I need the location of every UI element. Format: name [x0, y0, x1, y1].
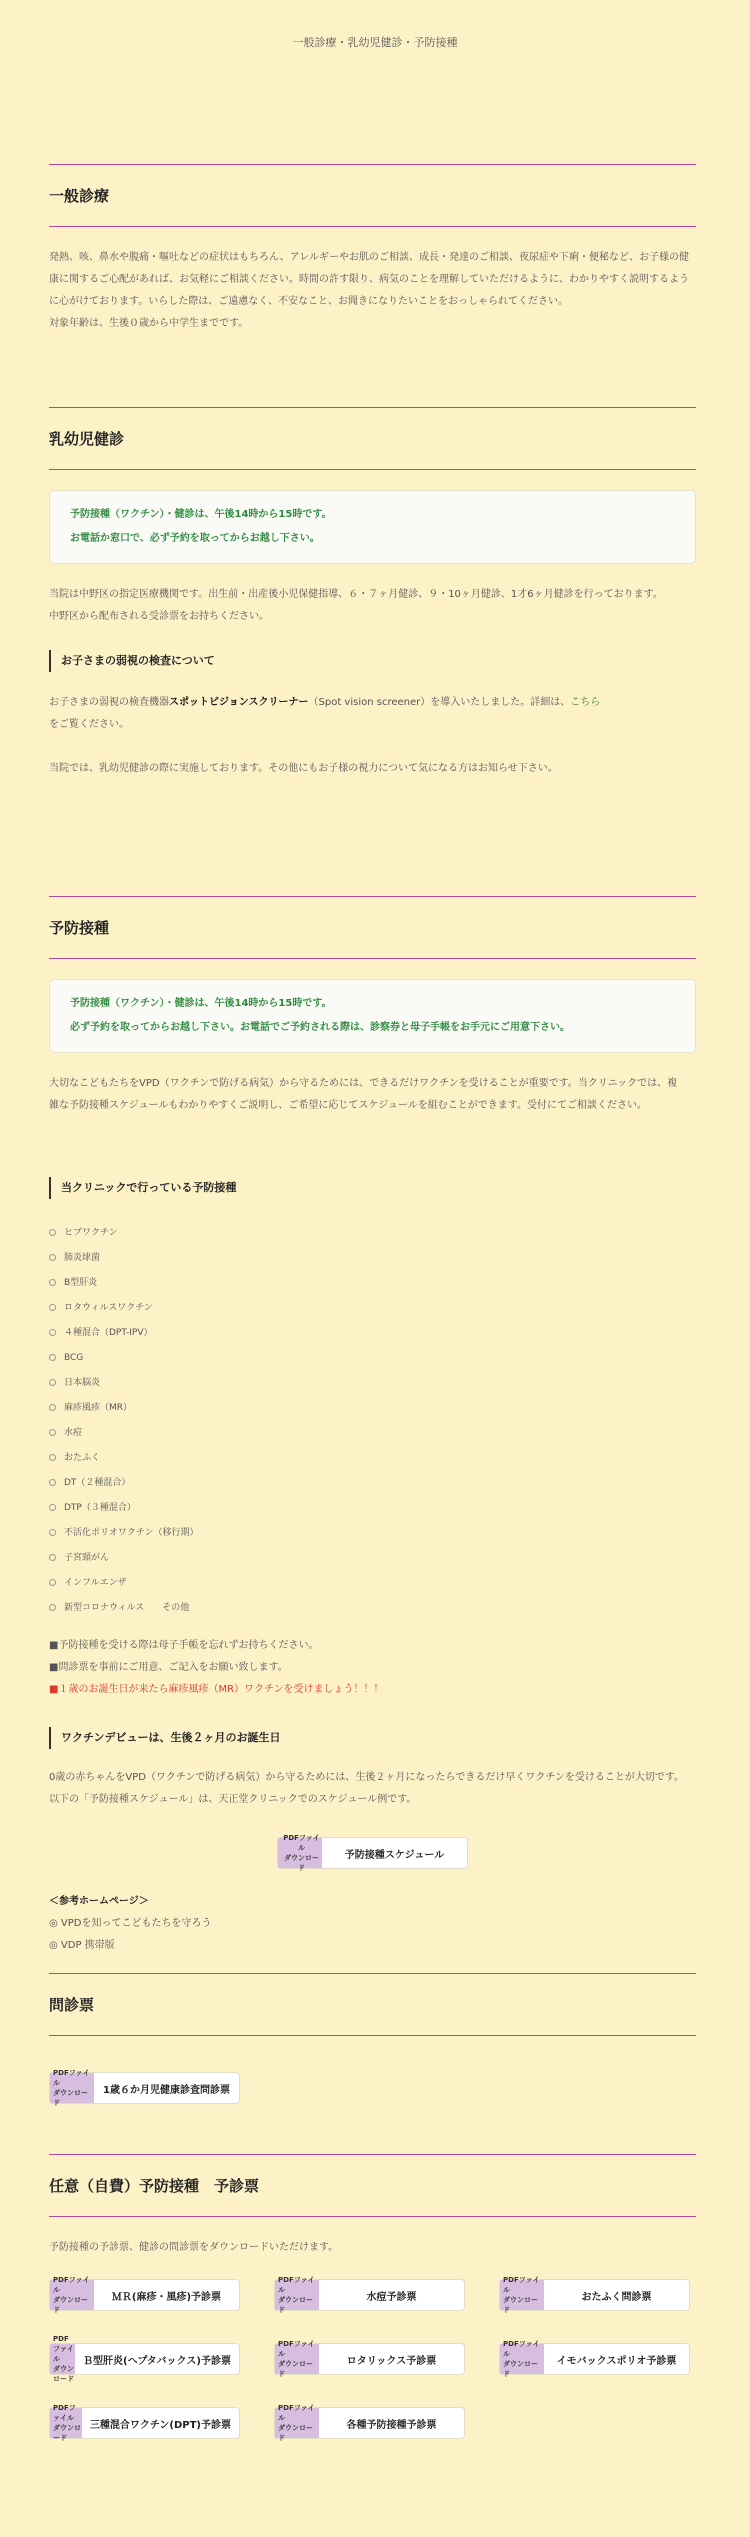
pdf-tag-line1: PDFファイル: [503, 2276, 540, 2294]
vaccine-list-item-label: 新型コロナウィルス その他: [64, 1603, 190, 1613]
vaccine-notice-line1: 予防接種（ワクチン）・健診は、午後14時から15時です。: [70, 998, 332, 1009]
optional-pdf-button[interactable]: [499, 2340, 690, 2378]
vaccine-list-item-label: DT（２種混合）: [64, 1478, 131, 1488]
vaccine-list-item: [49, 1571, 696, 1596]
pdf-download-icon: [275, 2276, 319, 2314]
bullet-icon: [49, 1479, 56, 1486]
pdf-tag-line2: ダウンロード: [284, 1854, 319, 1872]
section-divider: [49, 2035, 696, 2036]
vaccine-list-item-label: 麻疹風疹（MR）: [64, 1403, 133, 1413]
bullet-icon: [49, 1279, 56, 1286]
bullet-icon: [49, 1454, 56, 1461]
vaccine-list-item-label: ロタウィルスワクチン: [64, 1303, 153, 1313]
pdf-tag-line2: ダウンロード: [278, 2424, 313, 2442]
general-p1: 発熱、咳、鼻水や腹痛・嘔吐などの症状はもちろん、アレルギーやお肌のご相談、成長・発達のご相談、夜尿症や下痢・便秘など、お子様の健康に関するご心配があれば、お気軽にご相談ください。時間の許す限り、病気のことを理解していただけるように、わかりやすく説明するように心がけております。いらした際は、ご遠慮なく、不安なこと、お聞きになりたいことをおっしゃられてください。: [49, 252, 689, 307]
vision-heading: お子さまの弱視の検査について: [49, 650, 696, 672]
vaccine-list-item: [49, 1296, 696, 1321]
bullet-icon: [49, 1554, 56, 1561]
infant-notice-line2: お電話か窓口で、必ず予約を取ってからお越し下さい。: [70, 533, 320, 544]
section-title-infant: 乳幼児健診: [49, 430, 125, 448]
pdf-tag-line2: ダウンロード: [278, 2360, 313, 2378]
reference-links: [49, 1891, 696, 1957]
general-text: [49, 247, 696, 335]
debut-p2: 以下の「予防接種スケジュール」は、天正堂クリニックでのスケジュール例です。: [49, 1794, 417, 1805]
pdf-tag-line2: ダウンロード: [53, 2365, 74, 2383]
vaccine-list-item: [49, 1596, 696, 1621]
pdf-tag-line1: PDFファイル: [278, 2404, 315, 2422]
bullet-icon: [49, 1254, 56, 1261]
vaccine-text: [49, 1073, 696, 1117]
pdf-download-icon: [278, 1834, 322, 1872]
vaccine-list-item: [49, 1396, 696, 1421]
optional-pdf-label: 各種予防接種予診票: [346, 2419, 437, 2431]
vaccine-list-item-label: 肺炎球菌: [64, 1253, 101, 1263]
optional-pdf-label: Ｂ型肝炎(ヘプタバックス)予診票: [83, 2355, 231, 2367]
section-title-vaccine: 予防接種: [49, 919, 110, 937]
pdf-tag-line1: PDFファイル: [53, 2276, 90, 2294]
schedule-pdf-label: 予防接種スケジュール: [344, 1849, 445, 1861]
vaccine-list-item: [49, 1496, 696, 1521]
vaccine-p2: 雑な予防接種スケジュールもわかりやすくご説明し、ご希望に応じてスケジュールを組むことができます。受付にてご相談ください。: [49, 1100, 647, 1111]
pdf-tag-line1: PDFファイル: [503, 2340, 540, 2358]
pdf-download-icon: [500, 2340, 544, 2378]
pdf-download-icon: [50, 2069, 94, 2107]
optional-pdf-label: 水痘予診票: [366, 2291, 417, 2303]
pdf-tag-line2: ダウンロード: [53, 2424, 81, 2442]
vaccine-list-item: [49, 1521, 696, 1546]
pdf-download-icon: [50, 2404, 82, 2442]
vaccine-list-item-label: DTP（３種混合）: [64, 1503, 136, 1513]
bullet-icon: [49, 1379, 56, 1386]
bullet-icon: [49, 1404, 56, 1411]
vaccine-list-item: [49, 1371, 696, 1396]
pdf-download-icon: [50, 2335, 75, 2383]
debut-heading: ワクチンデビューは、生後２ヶ月のお誕生日: [49, 1727, 696, 1749]
vaccine-list-item: [49, 1421, 696, 1446]
section-divider: [49, 469, 696, 470]
vaccine-list-item-label: 水痘: [64, 1428, 83, 1438]
bullet-icon: [49, 1229, 56, 1236]
vaccine-list-item-label: インフルエンザ: [64, 1578, 127, 1588]
pdf-tag-line1: PDFファイル: [278, 2276, 315, 2294]
vaccine-list-item-label: 不活化ポリオワクチン（移行期）: [64, 1528, 199, 1538]
vision-text: [49, 692, 696, 736]
vision-text-2: をご覧ください。: [49, 719, 129, 730]
vaccine-notice-line2: 必ず予約を取ってからお越し下さい。お電話でご予約される際は、診察券と母子手帳をお手元にご用意下さい。: [70, 1022, 570, 1033]
vision-link[interactable]: こちら: [570, 697, 601, 708]
pdf-tag-line2: ダウンロード: [53, 2089, 88, 2107]
bullet-icon: [49, 1604, 56, 1611]
vaccine-note2: ■問診票を事前にご用意、ご記入をお願い致します。: [49, 1662, 288, 1673]
vaccine-list-item-label: ４種混合（DPT-IPV）: [64, 1328, 153, 1338]
schedule-btn-wrap: [49, 1825, 696, 1872]
infant-text: [49, 584, 696, 628]
pdf-tag-line2: ダウンロード: [53, 2296, 88, 2314]
vaccine-list-item-label: 日本脳炎: [64, 1378, 101, 1388]
vaccine-list-item-label: 子宮頸がん: [64, 1553, 110, 1563]
vaccine-note3: ■１歳のお誕生日が来たら麻疹風疹（MR）ワクチンを受けましょう！！！: [49, 1684, 384, 1695]
vision-text-c: （Spot vision screener）を導入いたしました。詳細は、: [308, 697, 571, 708]
optional-pdf-button[interactable]: [49, 2276, 240, 2314]
bullet-icon: [49, 1329, 56, 1336]
vaccine-list-item-label: B型肝炎: [64, 1278, 98, 1288]
vaccine-list-item-label: BCG: [64, 1353, 84, 1363]
vaccine-list-item-label: ヒブワクチン: [64, 1228, 118, 1238]
section-title-general: 一般診療: [49, 187, 110, 205]
vaccine-p1: 大切なこどもたちをVPD（ワクチンで防げる病気）から守るためには、できるだけワクチンを受けることが重要です。当クリニックでは、複: [49, 1078, 678, 1089]
vaccine-list-item-label: おたふく: [64, 1453, 101, 1463]
pdf-tag-line2: ダウンロード: [503, 2360, 538, 2378]
section-title-optional: 任意（自費）予防接種 予診票: [49, 2177, 260, 2195]
vaccine-list-item: [49, 1271, 696, 1296]
optional-pdf-label: 三種混合ワクチン(DPT)予診票: [89, 2419, 231, 2431]
bullet-icon: [49, 1579, 56, 1586]
vaccine-list-heading: 当クリニックで行っている予防接種: [49, 1177, 696, 1199]
vaccine-list-item: [49, 1346, 696, 1371]
pdf-tag-line2: ダウンロード: [278, 2296, 313, 2314]
questionnaire-pdf-button[interactable]: [49, 2069, 240, 2107]
optional-pdf-button[interactable]: [274, 2404, 465, 2442]
pdf-download-icon: [275, 2340, 319, 2378]
vaccine-list-item: [49, 1471, 696, 1496]
section-title-questionnaire: 問診票: [49, 1996, 95, 2014]
vaccine-notes: [49, 1635, 696, 1701]
vaccine-list: [49, 1221, 696, 1621]
vision-note: 当院では、乳幼児健診の際に実施しております。その他にもお子様の視力について気になる方はお知らせ下さい。: [49, 763, 558, 774]
bullet-icon: [49, 1529, 56, 1536]
schedule-pdf-button[interactable]: [277, 1834, 468, 1872]
section-questionnaire: [49, 1973, 696, 2107]
section-divider: [49, 958, 696, 959]
vision-screener-name: スポットビジョンスクリーナー: [169, 697, 309, 708]
optional-pdf-grid: [49, 2276, 696, 2442]
infant-notice-line1: 予防接種（ワクチン）・健診は、午後14時から15時です。: [70, 509, 332, 520]
section-infant: [49, 407, 696, 780]
bullet-icon: [49, 1354, 56, 1361]
section-optional: [49, 2154, 696, 2442]
pdf-tag-line1: PDFファイル: [53, 2404, 76, 2422]
vaccine-notice: [49, 979, 696, 1053]
bullet-icon: [49, 1504, 56, 1511]
vaccine-list-item: [49, 1321, 696, 1346]
section-general: [49, 164, 696, 335]
vision-text-a: お子さまの弱視の検査機器: [49, 697, 169, 708]
reference-link-2[interactable]: ◎ VDP 携帯版: [49, 1940, 115, 1951]
pdf-download-icon: [500, 2276, 544, 2314]
optional-pdf-label: ＭＲ(麻疹・風疹)予診票: [111, 2291, 222, 2303]
optional-pdf-button[interactable]: [49, 2404, 240, 2442]
infant-p2: 中野区から配布される受診票をお持ちください。: [49, 611, 269, 622]
vaccine-list-item: [49, 1221, 696, 1246]
section-divider: [49, 226, 696, 227]
reference-heading: ＜参考ホームページ＞: [49, 1896, 149, 1907]
optional-pdf-label: イモバックスポリオ予診票: [556, 2355, 677, 2367]
vaccine-list-item: [49, 1246, 696, 1271]
pdf-tag-line1: PDFファイル: [53, 2335, 74, 2363]
section-vaccine: [49, 896, 696, 1957]
optional-pdf-button[interactable]: [49, 2335, 240, 2383]
pdf-tag-line1: PDFファイル: [283, 1834, 320, 1852]
pdf-download-icon: [50, 2276, 94, 2314]
infant-notice: [49, 490, 696, 564]
optional-text: 予防接種の予診票、健診の問診票をダウンロードいただけます。: [49, 2242, 339, 2253]
vaccine-note1: ■予防接種を受ける際は母子手帳を忘れずお持ちください。: [49, 1640, 319, 1651]
vaccine-list-item: [49, 1546, 696, 1571]
debut-text: [49, 1767, 696, 1811]
infant-p1: 当院は中野区の指定医療機関です。出生前・出産後小児保健指導、６・７ヶ月健診、９・10ヶ月健診、1才6ヶ月健診を行っております。: [49, 589, 663, 600]
reference-link-1[interactable]: ◎ VPDを知ってこどもたちを守ろう: [49, 1918, 212, 1929]
section-divider: [49, 2216, 696, 2217]
breadcrumb: 一般診療・乳幼児健診・予防接種: [292, 36, 458, 49]
optional-pdf-button[interactable]: [499, 2276, 690, 2314]
optional-pdf-label: ロタリックス予診票: [346, 2355, 437, 2367]
questionnaire-pdf-label: 1歳６か月児健康診査問診票: [103, 2084, 230, 2096]
bullet-icon: [49, 1304, 56, 1311]
optional-pdf-label: おたふく問診票: [581, 2291, 652, 2303]
pdf-tag-line1: PDFファイル: [53, 2069, 90, 2087]
optional-pdf-button[interactable]: [274, 2340, 465, 2378]
vaccine-list-item: [49, 1446, 696, 1471]
general-p2: 対象年齢は、生後０歳から中学生までです。: [49, 318, 249, 329]
pdf-download-icon: [275, 2404, 319, 2442]
pdf-tag-line2: ダウンロード: [503, 2296, 538, 2314]
optional-pdf-button[interactable]: [274, 2276, 465, 2314]
bullet-icon: [49, 1429, 56, 1436]
debut-p1: 0歳の赤ちゃんをVPD（ワクチンで防げる病気）から守るためには、生後２ヶ月になったらできるだけ早くワクチンを受けることが大切です。: [49, 1772, 685, 1783]
pdf-tag-line1: PDFファイル: [278, 2340, 315, 2358]
